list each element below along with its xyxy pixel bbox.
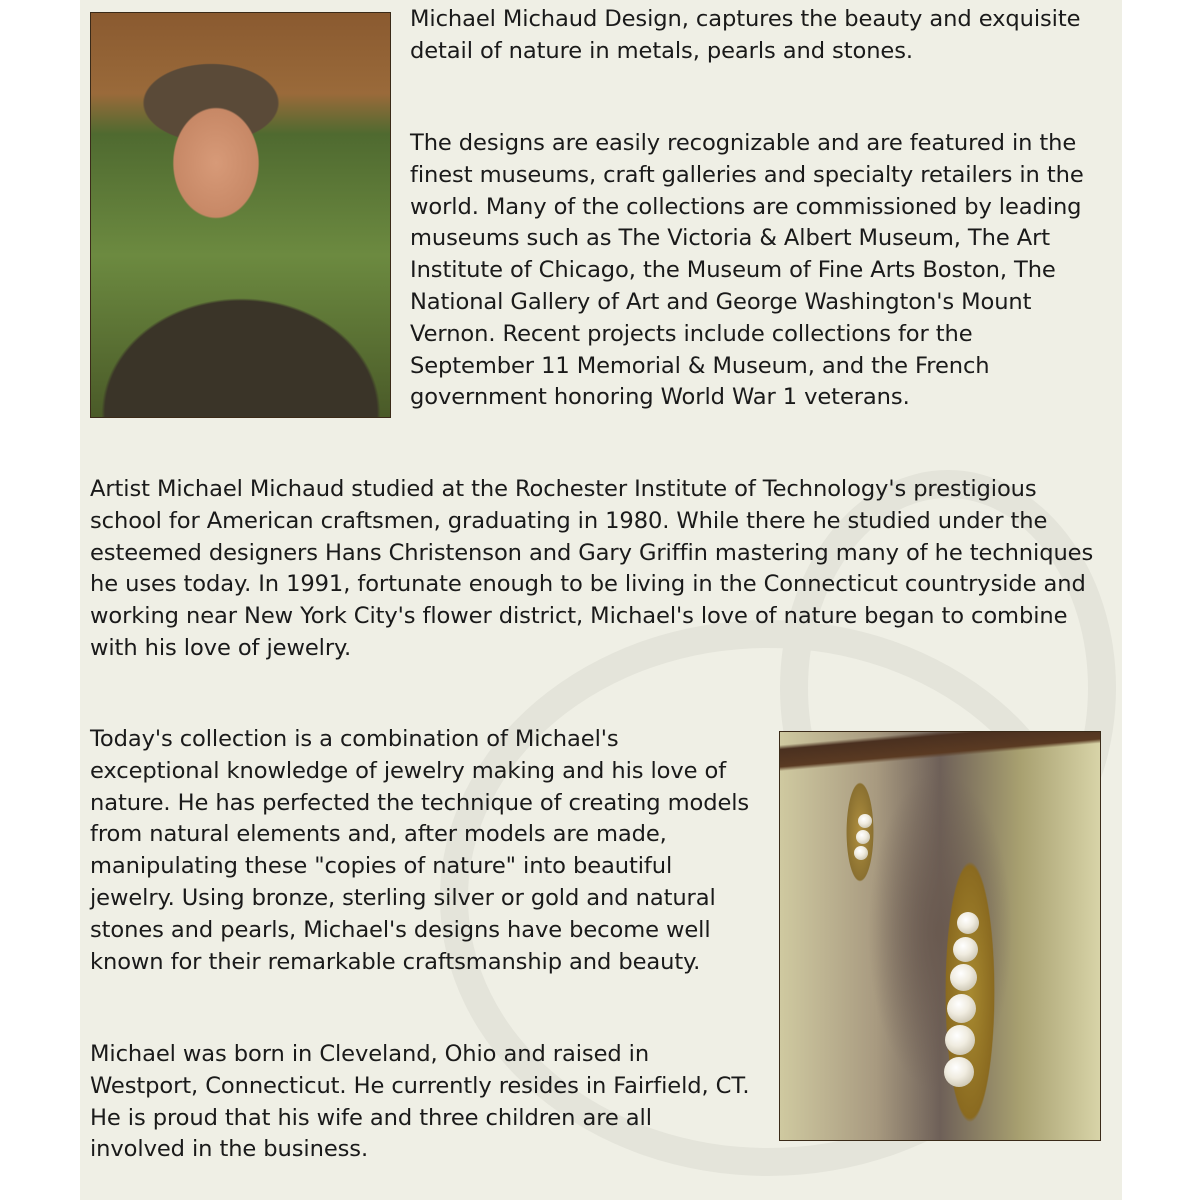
- pearl: [947, 994, 976, 1023]
- pearl: [957, 912, 979, 934]
- artist-portrait-photo: [90, 12, 391, 418]
- education-paragraph: Artist Michael Michaud studied at the Rochester Institute of Technology's prestigious school for American craftsmen, graduating in 1980. While there he studied under the esteemed designers Hans Christenson and Gary Griffin mastering many of he techniques he uses today. In 1991, fortunate enough to be living in the Connecticut countryside and working near New York City's flower district, Michael's love of nature began to combine with his love of jewelry.: [90, 476, 1094, 661]
- bio-panel: [80, 0, 1122, 1200]
- featured-paragraph: The designs are easily recognizable and are featured in the finest museums, craft galleries and specialty retailers in the world. Many of the collections are commissioned by leading museums such as The Victoria & Albert Museum, The Art Institute of Chicago, the Museum of Fine Arts Boston, The National Gallery of Art and George Washington's Mount Vernon. Recent projects include collections for the September 11 Memorial & Museum, and the French government honoring World War 1 veterans.: [410, 130, 1084, 411]
- pearl: [854, 846, 868, 860]
- pearl: [953, 937, 978, 962]
- pearl: [856, 830, 870, 844]
- pearl: [858, 814, 872, 828]
- pearl: [944, 1057, 974, 1087]
- collection-paragraph: Today's collection is a combination of Michael's exceptional knowledge of jewelry making and his love of nature. He has perfected the technique of creating models from natural elements and, after models are made, manipulating these "copies of nature" into beautiful jewelry. Using bronze, sterling silver or gold and natural stones and pearls, Michael's designs have become well known for their remarkable craftsmanship and beauty.: [90, 726, 750, 975]
- intro-paragraph: Michael Michaud Design, captures the beauty and exquisite detail of nature in metals, pearls and stones.: [410, 6, 1081, 64]
- pearl: [945, 1025, 975, 1055]
- pea-pod-jewelry-photo: [779, 731, 1101, 1141]
- pearl: [950, 964, 977, 991]
- personal-paragraph: Michael was born in Cleveland, Ohio and raised in Westport, Connecticut. He currently resides in Fairfield, CT. He is proud that his wife and three children are all involved in the business.: [90, 1041, 750, 1163]
